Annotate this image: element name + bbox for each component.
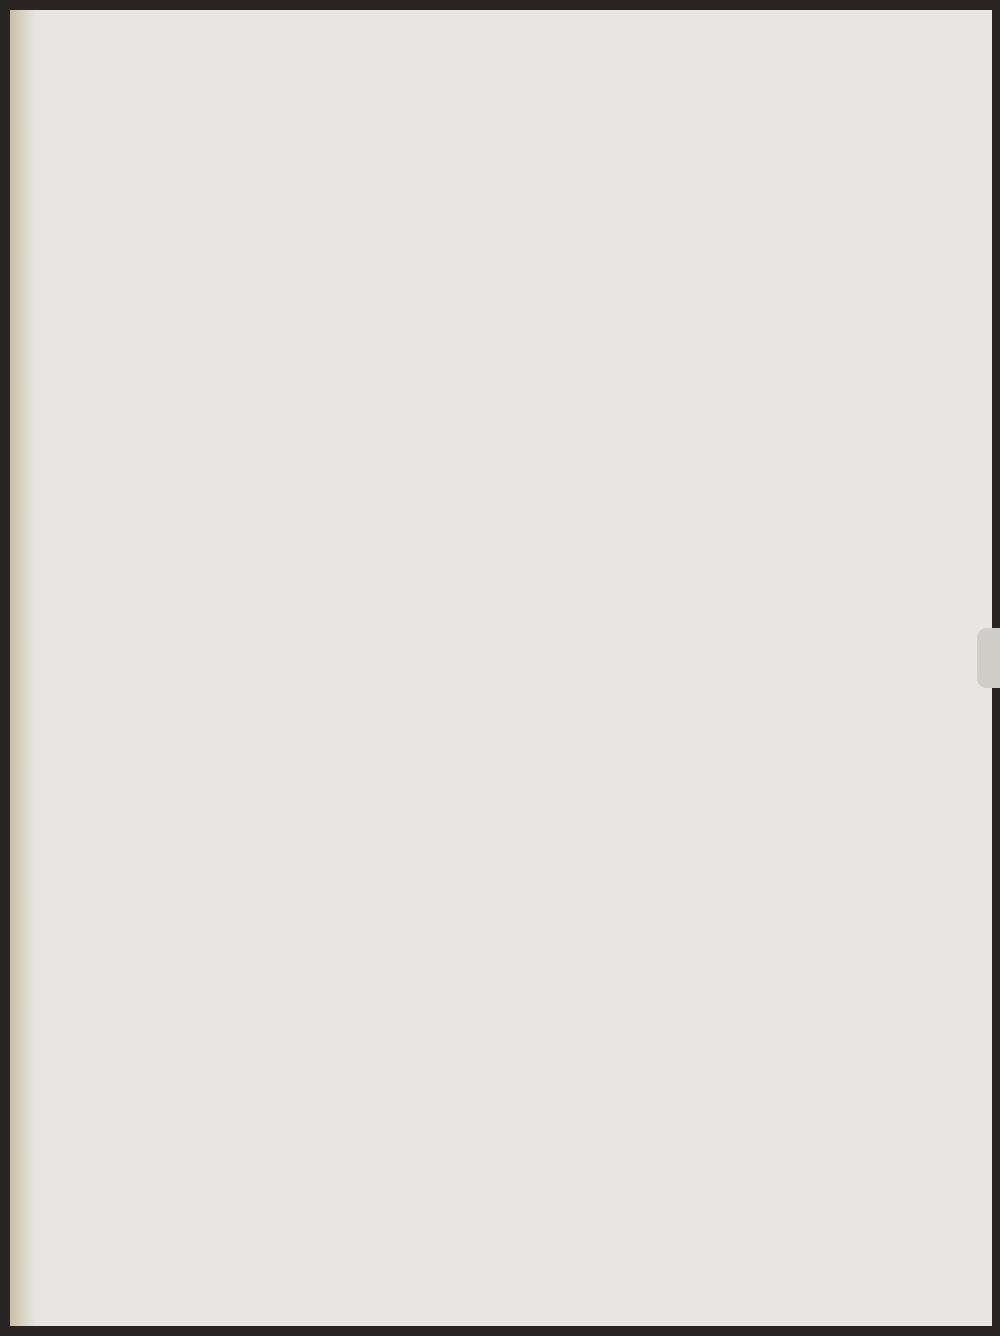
book-page xyxy=(10,10,992,1326)
page-edge-tab xyxy=(977,628,1000,688)
page-gutter-shadow xyxy=(10,10,36,1326)
